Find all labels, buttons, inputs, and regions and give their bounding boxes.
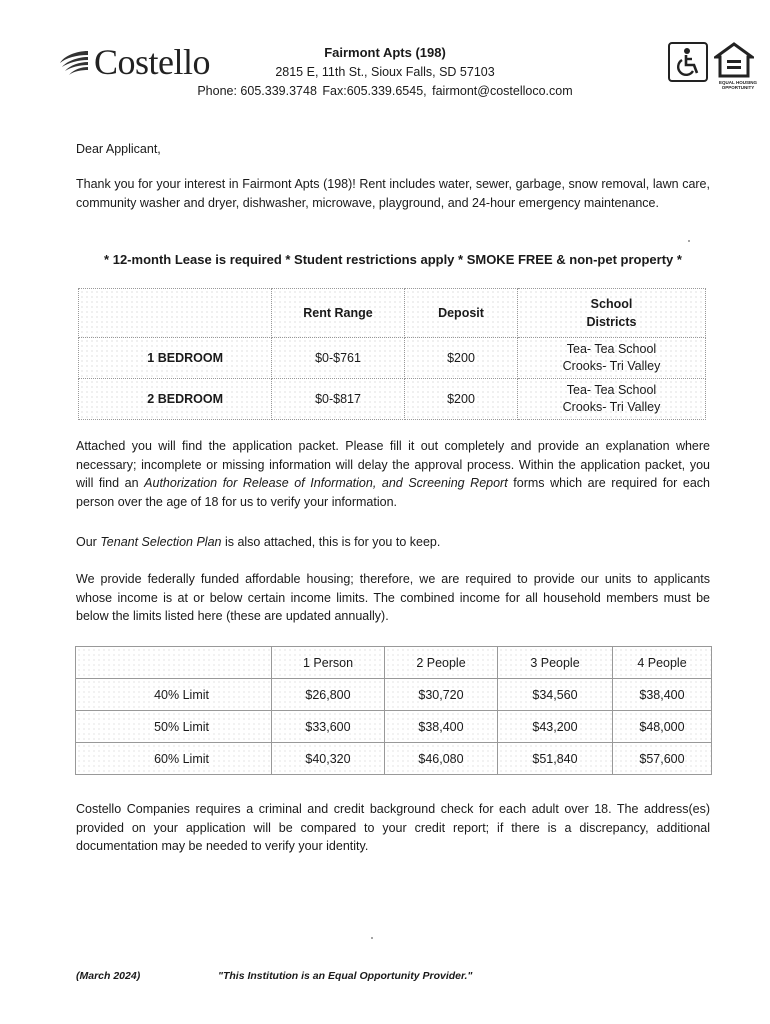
- limit-label: 40% Limit: [76, 679, 272, 711]
- deposit: $200: [405, 338, 518, 379]
- scan-speck: [371, 937, 373, 939]
- table-row: [79, 338, 706, 379]
- unit-type: 1 BEDROOM: [79, 338, 272, 379]
- district-line: Crooks- Tri Valley: [562, 400, 661, 414]
- income-table-header: [76, 647, 712, 679]
- table-row: [76, 743, 712, 775]
- district-line: Crooks- Tri Valley: [562, 359, 661, 373]
- authorization-form-name: Authorization for Release of Information, and Screening Report: [144, 476, 508, 490]
- school-districts: [518, 338, 706, 379]
- income-value: $46,080: [385, 743, 498, 775]
- income-value: $30,720: [385, 679, 498, 711]
- school-districts-header: School Districts: [586, 297, 637, 329]
- rent-range: $0-$761: [272, 338, 405, 379]
- application-packet-paragraph: [76, 437, 710, 511]
- income-value: $51,840: [498, 743, 613, 775]
- income-value: $48,000: [613, 711, 712, 743]
- unit-type: 2 BEDROOM: [79, 379, 272, 420]
- header-cell: [76, 647, 272, 679]
- property-name: Fairmont Apts (198): [324, 45, 446, 60]
- plan-text: Our: [76, 535, 101, 549]
- income-limits-paragraph: We provide federally funded affordable housing; therefore, we are required to provide our units to applicants whose income is at or below certain income limits. The combined income for all household members must be below the limits listed here (these are updated annually).: [76, 572, 710, 623]
- header-cell: Rent Range: [272, 289, 405, 338]
- district-line: Tea- Tea School: [566, 383, 657, 397]
- header-cell: [79, 289, 272, 338]
- income-value: $34,560: [498, 679, 613, 711]
- salutation: Dear Applicant,: [76, 142, 161, 156]
- header-cell: 1 Person: [272, 647, 385, 679]
- deposit: $200: [405, 379, 518, 420]
- intro-paragraph: Thank you for your interest in Fairmont Apts (198)! Rent includes water, sewer, garbage, snow removal, lawn care, community washer and dryer, dishwasher, microwave, playground, and 24-hour emergency maintenance.: [76, 177, 710, 210]
- header-cell: 3 People: [498, 647, 613, 679]
- income-value: $57,600: [613, 743, 712, 775]
- table-row: [76, 679, 712, 711]
- income-value: $38,400: [613, 679, 712, 711]
- income-value: $26,800: [272, 679, 385, 711]
- income-value: $38,400: [385, 711, 498, 743]
- property-address: 2815 E, 11th St., Sioux Falls, SD 57103: [275, 65, 495, 79]
- logo-wordmark: Costello: [94, 42, 211, 82]
- table-row: [79, 379, 706, 420]
- limit-label: 60% Limit: [76, 743, 272, 775]
- header-cell: [518, 289, 706, 338]
- limit-label: 50% Limit: [76, 711, 272, 743]
- packet-text-end: forms which are required for each person over the age of 18 for us to verify your information.: [76, 476, 710, 509]
- lease-requirements: * 12-month Lease is required * Student restrictions apply * SMOKE FREE & non-pet property *: [104, 252, 682, 267]
- scan-speck: [688, 240, 690, 242]
- revision-date: (March 2024): [76, 970, 141, 982]
- packet-text: Attached you will find the application packet. Please fill it out completely and provide an explanation where necessary; incomplete or missing information will delay the approval process. Within the application packet, you will find an: [76, 439, 710, 490]
- contact-line: [0, 84, 770, 98]
- header-cell: 4 People: [613, 647, 712, 679]
- accessibility-icons: [668, 42, 758, 90]
- plan-text-end: is also attached, this is for you to keep.: [221, 535, 441, 549]
- rent-range: $0-$817: [272, 379, 405, 420]
- table-row: [76, 711, 712, 743]
- phone-number: Phone: 605.339.3748: [197, 84, 317, 98]
- email-address: fairmont@costelloco.com: [432, 84, 573, 98]
- school-districts: [518, 379, 706, 420]
- district-line: Tea- Tea School: [566, 342, 657, 356]
- background-check-paragraph: Costello Companies requires a criminal and credit background check for each adult over 18. The address(es) provided on your application will be compared to your credit report; if there is a discrepancy, additional documentation may be needed to verify your identity.: [76, 802, 710, 853]
- income-limits-table: [75, 646, 712, 775]
- tenant-plan-paragraph: [76, 533, 710, 552]
- income-value: $43,200: [498, 711, 613, 743]
- header-cell: Deposit: [405, 289, 518, 338]
- rent-table: [78, 288, 706, 420]
- rent-table-header: [79, 289, 706, 338]
- equal-housing-label: EQUAL HOUSING OPPORTUNITY: [719, 80, 757, 90]
- equal-housing-icon: [714, 42, 750, 78]
- equal-opportunity-statement: "This Institution is an Equal Opportunity Provider.": [218, 970, 473, 982]
- income-value: $40,320: [272, 743, 385, 775]
- fax-number: Fax:605.339.6545,: [322, 84, 427, 98]
- tenant-selection-plan: Tenant Selection Plan: [100, 535, 222, 549]
- header-cell: 2 People: [385, 647, 498, 679]
- wheelchair-icon: [668, 42, 708, 82]
- income-value: $33,600: [272, 711, 385, 743]
